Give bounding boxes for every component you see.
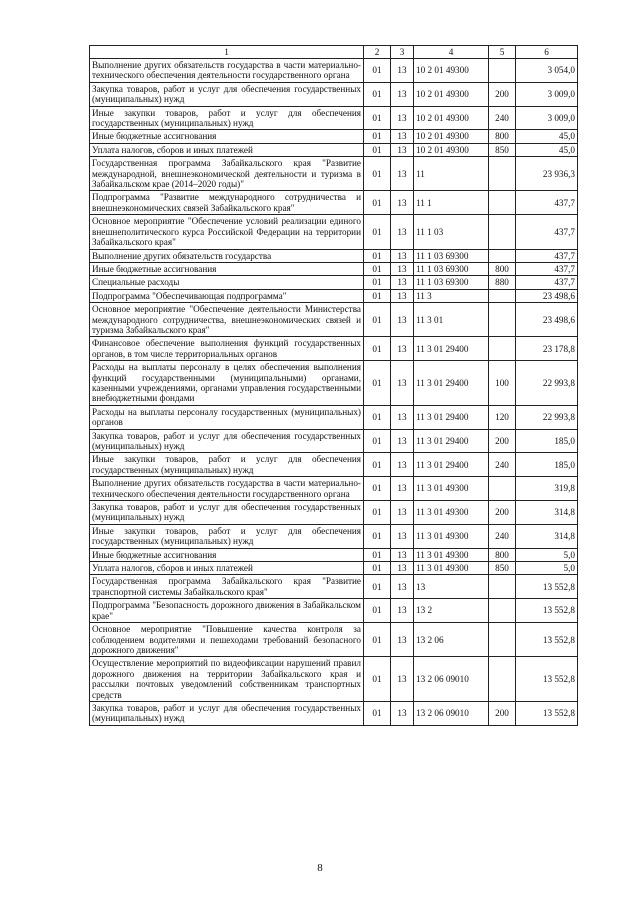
row-name-cell: Государственная программа Забайкальского края "Развитие международной, внешнеэкономической деятельности и туризма в Забайкальском крае (2014–2020 годы)"	[90, 157, 364, 191]
table-row	[90, 276, 578, 289]
row-subsection-cell: 13	[391, 701, 414, 725]
row-expense-type-cell: 120	[489, 405, 516, 429]
row-target-article-cell: 11 3 01 29400	[414, 337, 489, 361]
row-amount-cell: 23 178,8	[516, 337, 578, 361]
row-expense-type-cell: 200	[489, 701, 516, 725]
row-subsection-cell: 13	[391, 289, 414, 302]
row-section-cell: 01	[364, 477, 391, 501]
row-section-cell: 01	[364, 289, 391, 302]
row-target-article-cell: 11 3 01 49300	[414, 477, 489, 501]
row-section-cell: 01	[364, 262, 391, 275]
row-target-article-cell: 11	[414, 157, 489, 191]
row-name-cell: Осуществление мероприятий по видеофиксации нарушений правил дорожного движения на территории Забайкальского края и рассылки почтовых уведомлений собственникам транспортных средств	[90, 657, 364, 702]
table-row	[90, 191, 578, 215]
row-subsection-cell: 13	[391, 575, 414, 599]
row-section-cell: 01	[364, 429, 391, 453]
row-expense-type-cell: 100	[489, 361, 516, 406]
table-row	[90, 143, 578, 156]
row-expense-type-cell	[489, 303, 516, 337]
table-row	[90, 303, 578, 337]
row-amount-cell: 23 498,6	[516, 289, 578, 302]
row-name-cell: Специальные расходы	[90, 276, 364, 289]
row-amount-cell: 13 552,8	[516, 575, 578, 599]
row-amount-cell: 5,0	[516, 562, 578, 575]
row-expense-type-cell: 200	[489, 82, 516, 106]
header-col-5: 5	[489, 46, 516, 59]
row-name-cell: Подпрограмма "Развитие международного сотрудничества и внешнеэкономических связей Забайкальского края"	[90, 191, 364, 215]
row-subsection-cell: 13	[391, 249, 414, 262]
table-row	[90, 337, 578, 361]
table-row	[90, 562, 578, 575]
budget-table	[89, 45, 578, 726]
row-expense-type-cell: 880	[489, 276, 516, 289]
table-row	[90, 453, 578, 477]
row-target-article-cell: 10 2 01 49300	[414, 82, 489, 106]
row-expense-type-cell	[489, 249, 516, 262]
row-amount-cell: 23 936,3	[516, 157, 578, 191]
row-expense-type-cell	[489, 599, 516, 623]
row-expense-type-cell: 200	[489, 429, 516, 453]
row-name-cell: Выполнение других обязательств государства в части материально-технического обеспечения деятельности государственного органа	[90, 59, 364, 83]
row-subsection-cell: 13	[391, 106, 414, 130]
row-amount-cell: 5,0	[516, 548, 578, 561]
header-col-1: 1	[90, 46, 364, 59]
row-section-cell: 01	[364, 215, 391, 249]
row-name-cell: Иные закупки товаров, работ и услуг для обеспечения государственных (муниципальных) нужд	[90, 453, 364, 477]
row-subsection-cell: 13	[391, 130, 414, 143]
row-section-cell: 01	[364, 191, 391, 215]
row-amount-cell: 22 993,8	[516, 405, 578, 429]
row-amount-cell: 185,0	[516, 453, 578, 477]
row-section-cell: 01	[364, 405, 391, 429]
row-subsection-cell: 13	[391, 657, 414, 702]
row-subsection-cell: 13	[391, 548, 414, 561]
table-row	[90, 501, 578, 525]
row-section-cell: 01	[364, 361, 391, 406]
row-expense-type-cell: 800	[489, 262, 516, 275]
row-name-cell: Финансовое обеспечение выполнения функций государственных органов, в том числе территориальных органов	[90, 337, 364, 361]
table-row	[90, 657, 578, 702]
row-name-cell: Иные бюджетные ассигнования	[90, 262, 364, 275]
row-amount-cell: 22 993,8	[516, 361, 578, 406]
row-amount-cell: 314,8	[516, 524, 578, 548]
row-expense-type-cell: 200	[489, 501, 516, 525]
table-row	[90, 59, 578, 83]
row-amount-cell: 185,0	[516, 429, 578, 453]
row-name-cell: Закупка товаров, работ и услуг для обеспечения государственных (муниципальных) нужд	[90, 82, 364, 106]
header-col-4: 4	[414, 46, 489, 59]
table-row	[90, 548, 578, 561]
table-row	[90, 361, 578, 406]
row-target-article-cell: 11 3 01 49300	[414, 501, 489, 525]
row-amount-cell: 437,7	[516, 262, 578, 275]
table-row	[90, 106, 578, 130]
row-amount-cell: 13 552,8	[516, 599, 578, 623]
table-row	[90, 215, 578, 249]
row-subsection-cell: 13	[391, 157, 414, 191]
row-amount-cell: 3 054,0	[516, 59, 578, 83]
row-name-cell: Подпрограмма "Обеспечивающая подпрограмма"	[90, 289, 364, 302]
row-subsection-cell: 13	[391, 215, 414, 249]
row-subsection-cell: 13	[391, 191, 414, 215]
row-amount-cell: 437,7	[516, 249, 578, 262]
row-subsection-cell: 13	[391, 562, 414, 575]
row-subsection-cell: 13	[391, 405, 414, 429]
table-header-row	[90, 46, 578, 59]
table-row	[90, 599, 578, 623]
row-section-cell: 01	[364, 130, 391, 143]
row-subsection-cell: 13	[391, 453, 414, 477]
header-col-3: 3	[391, 46, 414, 59]
row-name-cell: Иные закупки товаров, работ и услуг для обеспечения государственных (муниципальных) нужд	[90, 524, 364, 548]
row-section-cell: 01	[364, 249, 391, 262]
row-subsection-cell: 13	[391, 477, 414, 501]
row-amount-cell: 13 552,8	[516, 623, 578, 657]
row-expense-type-cell	[489, 59, 516, 83]
row-subsection-cell: 13	[391, 59, 414, 83]
row-target-article-cell: 13 2 06 09010	[414, 701, 489, 725]
row-target-article-cell: 11 1 03 69300	[414, 249, 489, 262]
row-target-article-cell: 11 1	[414, 191, 489, 215]
row-subsection-cell: 13	[391, 599, 414, 623]
header-col-6: 6	[516, 46, 578, 59]
row-expense-type-cell: 800	[489, 548, 516, 561]
table-row	[90, 405, 578, 429]
row-amount-cell: 437,7	[516, 276, 578, 289]
row-target-article-cell: 11 3 01 29400	[414, 429, 489, 453]
row-subsection-cell: 13	[391, 501, 414, 525]
row-expense-type-cell	[489, 215, 516, 249]
row-amount-cell: 319,8	[516, 477, 578, 501]
row-amount-cell: 437,7	[516, 191, 578, 215]
row-target-article-cell: 10 2 01 49300	[414, 130, 489, 143]
row-section-cell: 01	[364, 303, 391, 337]
table-row	[90, 262, 578, 275]
row-name-cell: Основное мероприятие "Повышение качества контроля за соблюдением водителями и пешеходами требований безопасного дорожного движения"	[90, 623, 364, 657]
row-expense-type-cell: 240	[489, 453, 516, 477]
row-expense-type-cell: 240	[489, 524, 516, 548]
table-row	[90, 524, 578, 548]
row-section-cell: 01	[364, 701, 391, 725]
row-expense-type-cell	[489, 289, 516, 302]
row-subsection-cell: 13	[391, 262, 414, 275]
row-target-article-cell: 11 3 01 49300	[414, 548, 489, 561]
row-subsection-cell: 13	[391, 429, 414, 453]
row-section-cell: 01	[364, 106, 391, 130]
page-number: 8	[317, 862, 323, 874]
table-row	[90, 701, 578, 725]
row-target-article-cell: 11 1 03 69300	[414, 276, 489, 289]
row-name-cell: Иные закупки товаров, работ и услуг для обеспечения государственных (муниципальных) нужд	[90, 106, 364, 130]
row-name-cell: Расходы на выплаты персоналу государственных (муниципальных) органов	[90, 405, 364, 429]
row-target-article-cell: 10 2 01 49300	[414, 59, 489, 83]
row-subsection-cell: 13	[391, 623, 414, 657]
row-section-cell: 01	[364, 548, 391, 561]
table-row	[90, 157, 578, 191]
row-section-cell: 01	[364, 524, 391, 548]
row-expense-type-cell	[489, 191, 516, 215]
table-row	[90, 130, 578, 143]
row-name-cell: Уплата налогов, сборов и иных платежей	[90, 143, 364, 156]
row-expense-type-cell	[489, 575, 516, 599]
row-amount-cell: 45,0	[516, 130, 578, 143]
row-name-cell: Основное мероприятие "Обеспечение условий реализации единого внешнеполитического курса Российской Федерации на территории Забайкальского края"	[90, 215, 364, 249]
row-expense-type-cell: 850	[489, 562, 516, 575]
row-expense-type-cell: 800	[489, 130, 516, 143]
row-target-article-cell: 11 3 01	[414, 303, 489, 337]
row-amount-cell: 13 552,8	[516, 701, 578, 725]
row-subsection-cell: 13	[391, 337, 414, 361]
row-name-cell: Иные бюджетные ассигнования	[90, 548, 364, 561]
row-section-cell: 01	[364, 82, 391, 106]
row-amount-cell: 3 009,0	[516, 106, 578, 130]
header-col-2: 2	[364, 46, 391, 59]
row-subsection-cell: 13	[391, 524, 414, 548]
row-expense-type-cell: 850	[489, 143, 516, 156]
row-target-article-cell: 11 3 01 29400	[414, 405, 489, 429]
row-expense-type-cell	[489, 657, 516, 702]
row-target-article-cell: 13 2	[414, 599, 489, 623]
row-expense-type-cell: 240	[489, 106, 516, 130]
row-amount-cell: 437,7	[516, 215, 578, 249]
row-subsection-cell: 13	[391, 276, 414, 289]
row-section-cell: 01	[364, 575, 391, 599]
row-name-cell: Закупка товаров, работ и услуг для обеспечения государственных (муниципальных) нужд	[90, 429, 364, 453]
row-target-article-cell: 10 2 01 49300	[414, 143, 489, 156]
row-target-article-cell: 11 1 03	[414, 215, 489, 249]
row-expense-type-cell	[489, 157, 516, 191]
row-section-cell: 01	[364, 623, 391, 657]
row-section-cell: 01	[364, 59, 391, 83]
row-name-cell: Подпрограмма "Безопасность дорожного движения в Забайкальском крае"	[90, 599, 364, 623]
row-name-cell: Расходы на выплаты персоналу в целях обеспечения выполнения функций государственными (муниципальными) органами, казенными учреждениями, органами управления государственными внебюджетными фондами	[90, 361, 364, 406]
row-name-cell: Основное мероприятие "Обеспечение деятельности Министерства международного сотрудничества, внешнеэкономических связей и туризма Забайкальского края"	[90, 303, 364, 337]
table-row	[90, 429, 578, 453]
row-target-article-cell: 13	[414, 575, 489, 599]
row-amount-cell: 23 498,6	[516, 303, 578, 337]
row-section-cell: 01	[364, 562, 391, 575]
row-section-cell: 01	[364, 276, 391, 289]
row-target-article-cell: 11 3 01 29400	[414, 453, 489, 477]
row-expense-type-cell	[489, 337, 516, 361]
row-section-cell: 01	[364, 143, 391, 156]
row-subsection-cell: 13	[391, 82, 414, 106]
table-row	[90, 289, 578, 302]
row-name-cell: Закупка товаров, работ и услуг для обеспечения государственных (муниципальных) нужд	[90, 701, 364, 725]
row-target-article-cell: 11 3 01 49300	[414, 524, 489, 548]
row-section-cell: 01	[364, 157, 391, 191]
row-amount-cell: 45,0	[516, 143, 578, 156]
table-row	[90, 575, 578, 599]
table-row	[90, 82, 578, 106]
row-section-cell: 01	[364, 453, 391, 477]
row-target-article-cell: 10 2 01 49300	[414, 106, 489, 130]
table-row	[90, 477, 578, 501]
table-row	[90, 249, 578, 262]
row-subsection-cell: 13	[391, 303, 414, 337]
row-amount-cell: 3 009,0	[516, 82, 578, 106]
row-target-article-cell: 11 3 01 49300	[414, 562, 489, 575]
row-name-cell: Выполнение других обязательств государства в части материально-технического обеспечения деятельности государственного органа	[90, 477, 364, 501]
row-section-cell: 01	[364, 501, 391, 525]
row-subsection-cell: 13	[391, 361, 414, 406]
row-expense-type-cell	[489, 477, 516, 501]
row-target-article-cell: 11 3 01 29400	[414, 361, 489, 406]
row-subsection-cell: 13	[391, 143, 414, 156]
row-target-article-cell: 13 2 06	[414, 623, 489, 657]
row-name-cell: Выполнение других обязательств государства	[90, 249, 364, 262]
row-amount-cell: 314,8	[516, 501, 578, 525]
row-name-cell: Уплата налогов, сборов и иных платежей	[90, 562, 364, 575]
row-section-cell: 01	[364, 657, 391, 702]
row-section-cell: 01	[364, 337, 391, 361]
row-target-article-cell: 11 1 03 69300	[414, 262, 489, 275]
row-name-cell: Закупка товаров, работ и услуг для обеспечения государственных (муниципальных) нужд	[90, 501, 364, 525]
row-name-cell: Иные бюджетные ассигнования	[90, 130, 364, 143]
row-target-article-cell: 13 2 06 09010	[414, 657, 489, 702]
row-amount-cell: 13 552,8	[516, 657, 578, 702]
row-target-article-cell: 11 3	[414, 289, 489, 302]
row-name-cell: Государственная программа Забайкальского края "Развитие транспортной системы Забайкальского края"	[90, 575, 364, 599]
table-row	[90, 623, 578, 657]
table-body	[90, 59, 578, 726]
row-section-cell: 01	[364, 599, 391, 623]
row-expense-type-cell	[489, 623, 516, 657]
